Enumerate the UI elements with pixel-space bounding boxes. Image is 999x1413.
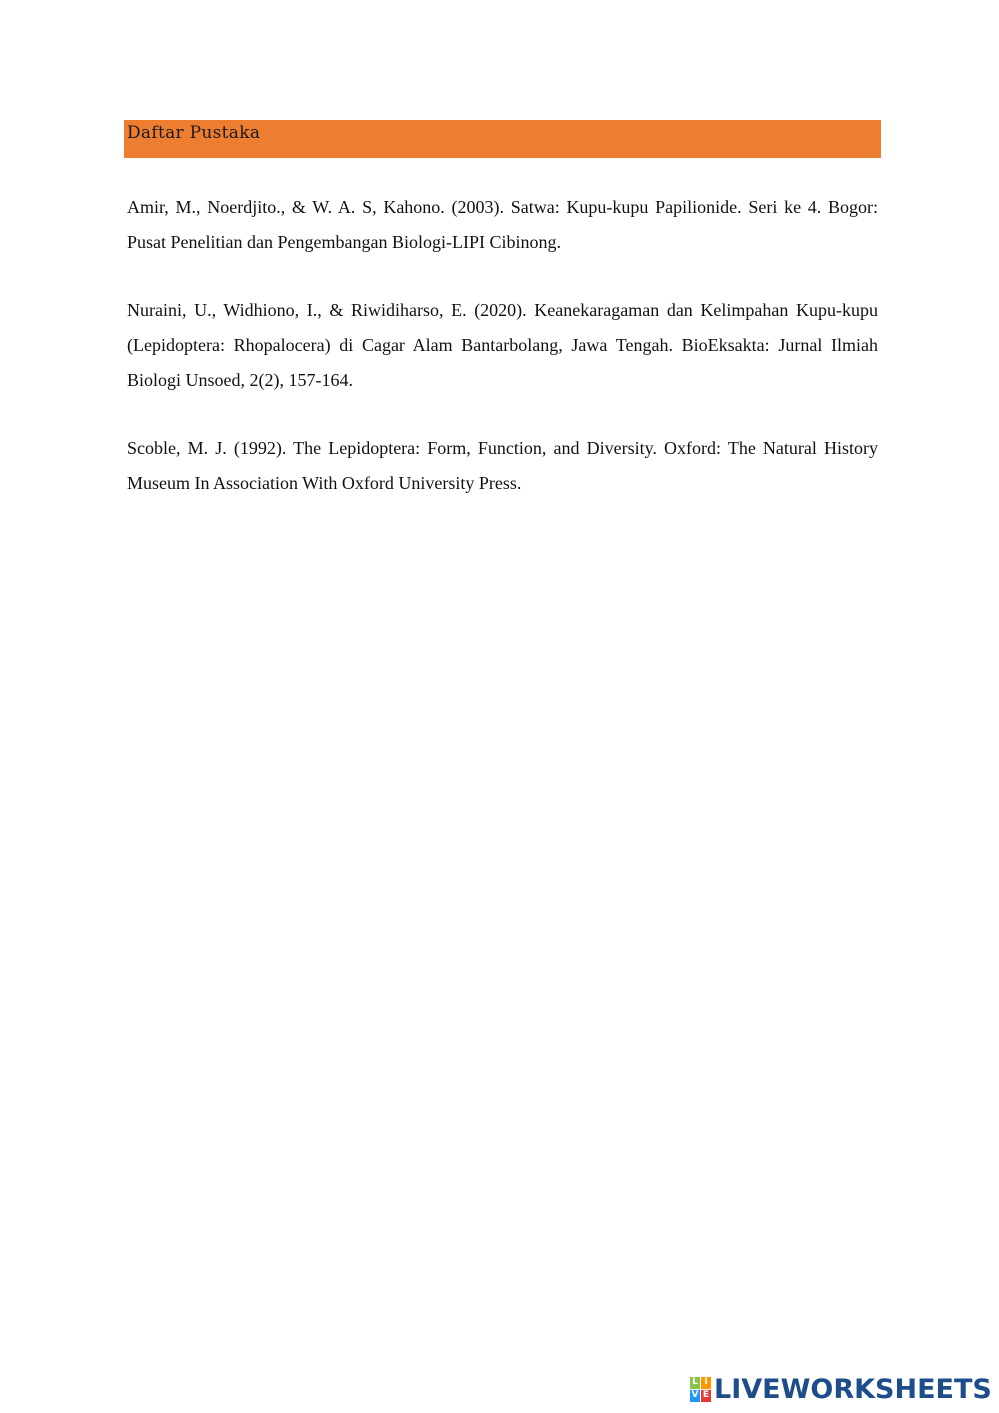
reference-item: Scoble, M. J. (1992). The Lepidoptera: Form, Function, and Diversity. Oxford: The Natural History Museum In Association With Oxford University Press. [127,438,878,493]
logo-letter: E [702,1390,710,1400]
logo-letter: L [690,1377,700,1389]
section-heading: Daftar Pustaka [127,123,261,143]
section-heading-bar [124,120,881,158]
logo-letter: I [701,1377,711,1389]
liveworksheets-logo [690,1374,992,1404]
logo-letter: V [691,1390,699,1400]
reference-item: Amir, M., Noerdjito., & W. A. S, Kahono. (2003). Satwa: Kupu-kupu Papilionide. Seri ke 4. Bogor: Pusat Penelitian dan Pengembangan Biologi-LIPI Cibinong. [127,197,878,252]
reference-item: Nuraini, U., Widhiono, I., & Riwidiharso, E. (2020). Keanekaragaman dan Kelimpahan Kupu-kupu (Lepidoptera: Rhopalocera) di Cagar Alam Bantarbolang, Jawa Tengah. BioEksakta: Jurnal Ilmiah Biologi Unsoed, 2(2), 157-164. [127,300,878,390]
reference-list [127,190,878,534]
liveworksheets-logo-icon [690,1377,711,1402]
liveworksheets-logo-text: LIVEWORKSHEETS [714,1373,992,1405]
